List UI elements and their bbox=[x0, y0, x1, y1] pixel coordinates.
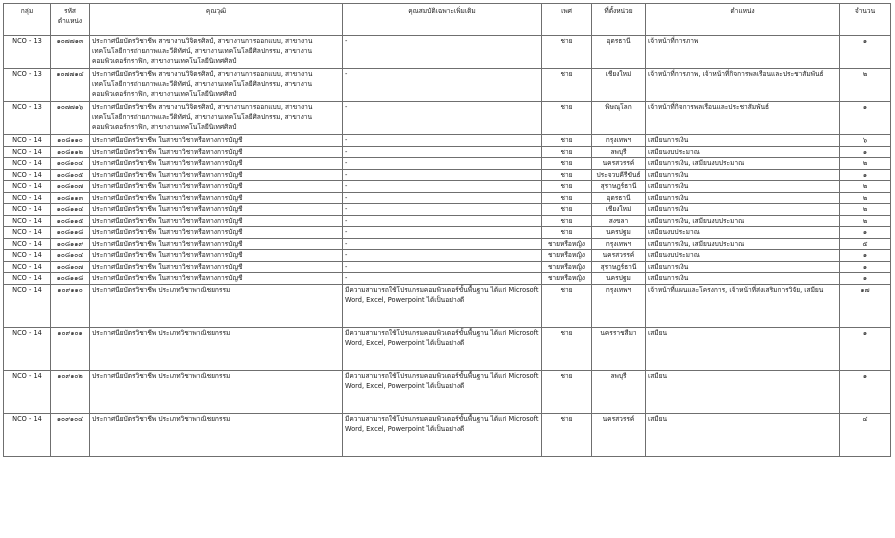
header-sex: เพศ bbox=[542, 4, 592, 36]
cell-location: ประจวบคีรีขันธ์ bbox=[592, 169, 646, 181]
cell-count: ๑ bbox=[840, 169, 891, 181]
cell-sex: ชาย bbox=[542, 146, 592, 158]
cell-count: ๒ bbox=[840, 158, 891, 170]
header-extra-qualification: คุณสมบัติเฉพาะเพิ่มเติม bbox=[343, 4, 542, 36]
table-row bbox=[4, 181, 891, 193]
cell-position-code: ๑๐๙๑๐๒ bbox=[51, 370, 90, 413]
cell-position: เจ้าหน้าที่แผนและโครงการ, เจ้าหน้าที่ส่งเสริมการวิจัย, เสมียน bbox=[646, 284, 840, 327]
cell-location: กรุงเทพฯ bbox=[592, 135, 646, 147]
cell-extra-qualification: - bbox=[343, 215, 542, 227]
cell-location: นครราชสีมา bbox=[592, 327, 646, 370]
cell-position-code: ๑๐๘๑๑๘ bbox=[51, 227, 90, 239]
cell-count: ๑ bbox=[840, 273, 891, 285]
cell-sex: ชาย bbox=[542, 135, 592, 147]
table-row bbox=[4, 238, 891, 250]
table-row bbox=[4, 327, 891, 370]
cell-extra-qualification: - bbox=[343, 146, 542, 158]
cell-location: อุดรธานี bbox=[592, 36, 646, 69]
cell-sex: ชาย bbox=[542, 215, 592, 227]
cell-position-code: ๑๐๘๑๐๔ bbox=[51, 158, 90, 170]
cell-position-code: ๑๐๘๑๑๘ bbox=[51, 273, 90, 285]
cell-group: NCO - 13 bbox=[4, 36, 51, 69]
cell-count: ๒ bbox=[840, 204, 891, 216]
header-location: ที่ตั้งหน่วย bbox=[592, 4, 646, 36]
cell-location: เชียงใหม่ bbox=[592, 69, 646, 102]
cell-location: นครปฐม bbox=[592, 273, 646, 285]
cell-count: ๒ bbox=[840, 69, 891, 102]
cell-extra-qualification: - bbox=[343, 181, 542, 193]
cell-location: ลพบุรี bbox=[592, 146, 646, 158]
table-row bbox=[4, 370, 891, 413]
cell-location: เชียงใหม่ bbox=[592, 204, 646, 216]
cell-position: เสมียนการเงิน bbox=[646, 135, 840, 147]
cell-position-code: ๑๐๘๑๑๐ bbox=[51, 135, 90, 147]
cell-count: ๑ bbox=[840, 250, 891, 262]
header-count: จำนวน bbox=[840, 4, 891, 36]
cell-count: ๖ bbox=[840, 135, 891, 147]
cell-position-code: ๑๐๘๑๑๙ bbox=[51, 238, 90, 250]
cell-count: ๔ bbox=[840, 413, 891, 456]
cell-qualification: ประกาศนียบัตรวิชาชีพ สาขางานวิจิตรศิลป์, สาขางานการออกแบบ, สาขางานเทคโนโลยีการถ่ายภาพและวีดิทัศน์, สาขางานเทคโนโลยีศิลปกรรม, สาขางานคอมพิวเตอร์กราฟิก, สาขางานเทคโนโลยีนิเทศศิลป์ bbox=[90, 102, 343, 135]
cell-group: NCO - 14 bbox=[4, 284, 51, 327]
table-row bbox=[4, 273, 891, 285]
cell-group: NCO - 14 bbox=[4, 135, 51, 147]
cell-location: กรุงเทพฯ bbox=[592, 238, 646, 250]
document bbox=[3, 3, 891, 457]
cell-extra-qualification: มีความสามารถใช้โปรแกรมคอมพิวเตอร์ขั้นพื้นฐาน ได้แก่ Microsoft Word, Excel, Powerpoint ได้เป็นอย่างดี bbox=[343, 284, 542, 327]
table-row bbox=[4, 69, 891, 102]
cell-sex: ชาย bbox=[542, 227, 592, 239]
table-row bbox=[4, 169, 891, 181]
cell-location: นครสวรรค์ bbox=[592, 413, 646, 456]
header-position-code: รหัสตำแหน่ง bbox=[51, 4, 90, 36]
cell-qualification: ประกาศนียบัตรวิชาชีพ ในสาขาวิชาหรือทางการบัญชี bbox=[90, 158, 343, 170]
cell-count: ๑ bbox=[840, 102, 891, 135]
cell-location: สงขลา bbox=[592, 215, 646, 227]
cell-qualification: ประกาศนียบัตรวิชาชีพ ในสาขาวิชาหรือทางการบัญชี bbox=[90, 181, 343, 193]
header-position: ตำแหน่ง bbox=[646, 4, 840, 36]
cell-position: เสมียนการเงิน bbox=[646, 273, 840, 285]
cell-extra-qualification: - bbox=[343, 273, 542, 285]
cell-extra-qualification: - bbox=[343, 192, 542, 204]
cell-location: อุดรธานี bbox=[592, 192, 646, 204]
cell-group: NCO - 14 bbox=[4, 273, 51, 285]
table-row bbox=[4, 192, 891, 204]
cell-sex: ชาย bbox=[542, 192, 592, 204]
cell-qualification: ประกาศนียบัตรวิชาชีพ ในสาขาวิชาหรือทางการบัญชี bbox=[90, 227, 343, 239]
cell-sex: ชาย bbox=[542, 158, 592, 170]
table-row bbox=[4, 261, 891, 273]
cell-group: NCO - 14 bbox=[4, 238, 51, 250]
cell-group: NCO - 14 bbox=[4, 215, 51, 227]
cell-group: NCO - 13 bbox=[4, 102, 51, 135]
cell-count: ๒ bbox=[840, 181, 891, 193]
table-row bbox=[4, 284, 891, 327]
cell-sex: ชายหรือหญิง bbox=[542, 250, 592, 262]
cell-count: ๑๗ bbox=[840, 284, 891, 327]
cell-extra-qualification: - bbox=[343, 135, 542, 147]
cell-group: NCO - 14 bbox=[4, 250, 51, 262]
table-row bbox=[4, 135, 891, 147]
cell-sex: ชายหรือหญิง bbox=[542, 261, 592, 273]
cell-position-code: ๑๐๗๗๑๓ bbox=[51, 36, 90, 69]
cell-sex: ชายหรือหญิง bbox=[542, 273, 592, 285]
cell-group: NCO - 14 bbox=[4, 327, 51, 370]
cell-qualification: ประกาศนียบัตรวิชาชีพ ในสาขาวิชาหรือทางการบัญชี bbox=[90, 238, 343, 250]
cell-extra-qualification: - bbox=[343, 158, 542, 170]
cell-group: NCO - 14 bbox=[4, 370, 51, 413]
cell-group: NCO - 13 bbox=[4, 69, 51, 102]
cell-extra-qualification: - bbox=[343, 227, 542, 239]
cell-qualification: ประกาศนียบัตรวิชาชีพ สาขางานวิจิตรศิลป์, สาขางานการออกแบบ, สาขางานเทคโนโลยีการถ่ายภาพและวีดิทัศน์, สาขางานเทคโนโลยีศิลปกรรม, สาขางานคอมพิวเตอร์กราฟิก, สาขางานเทคโนโลยีนิเทศศิลป์ bbox=[90, 36, 343, 69]
cell-qualification: ประกาศนียบัตรวิชาชีพ ในสาขาวิชาหรือทางการบัญชี bbox=[90, 250, 343, 262]
cell-sex: ชาย bbox=[542, 204, 592, 216]
cell-position: เสมียนการเงิน bbox=[646, 261, 840, 273]
recruitment-table bbox=[3, 3, 891, 457]
cell-count: ๕ bbox=[840, 238, 891, 250]
cell-group: NCO - 14 bbox=[4, 146, 51, 158]
cell-count: ๑ bbox=[840, 227, 891, 239]
table-row bbox=[4, 215, 891, 227]
table-row bbox=[4, 102, 891, 135]
cell-sex: ชาย bbox=[542, 284, 592, 327]
cell-position: เสมียนการเงิน bbox=[646, 204, 840, 216]
cell-location: นครปฐม bbox=[592, 227, 646, 239]
cell-extra-qualification: - bbox=[343, 36, 542, 69]
cell-group: NCO - 14 bbox=[4, 169, 51, 181]
cell-group: NCO - 14 bbox=[4, 261, 51, 273]
cell-position: เสมียน bbox=[646, 327, 840, 370]
cell-position-code: ๑๐๘๑๑๒ bbox=[51, 146, 90, 158]
cell-extra-qualification: - bbox=[343, 261, 542, 273]
cell-position: เสมียนการเงิน, เสมียนงบประมาณ bbox=[646, 158, 840, 170]
cell-position-code: ๑๐๘๑๐๗ bbox=[51, 181, 90, 193]
cell-count: ๑ bbox=[840, 370, 891, 413]
table-row bbox=[4, 250, 891, 262]
table-body bbox=[4, 36, 891, 457]
cell-extra-qualification: มีความสามารถใช้โปรแกรมคอมพิวเตอร์ขั้นพื้นฐาน ได้แก่ Microsoft Word, Excel, Powerpoint ได้เป็นอย่างดี bbox=[343, 370, 542, 413]
cell-extra-qualification: - bbox=[343, 250, 542, 262]
cell-group: NCO - 14 bbox=[4, 204, 51, 216]
cell-position-code: ๑๐๘๑๐๔ bbox=[51, 250, 90, 262]
cell-location: นครสวรรค์ bbox=[592, 250, 646, 262]
cell-qualification: ประกาศนียบัตรวิชาชีพ ในสาขาวิชาหรือทางการบัญชี bbox=[90, 204, 343, 216]
cell-qualification: ประกาศนียบัตรวิชาชีพ ประเภทวิชาพาณิชยกรรม bbox=[90, 370, 343, 413]
cell-position: เจ้าหน้าที่การภาพ bbox=[646, 36, 840, 69]
cell-position-code: ๑๐๘๑๑๔ bbox=[51, 204, 90, 216]
cell-extra-qualification: มีความสามารถใช้โปรแกรมคอมพิวเตอร์ขั้นพื้นฐาน ได้แก่ Microsoft Word, Excel, Powerpoint ได้เป็นอย่างดี bbox=[343, 413, 542, 456]
cell-count: ๒ bbox=[840, 215, 891, 227]
table-row bbox=[4, 413, 891, 456]
cell-position: เสมียนการเงิน bbox=[646, 181, 840, 193]
header-qualification: คุณวุฒิ bbox=[90, 4, 343, 36]
cell-position: เสมียน bbox=[646, 370, 840, 413]
cell-group: NCO - 14 bbox=[4, 227, 51, 239]
cell-qualification: ประกาศนียบัตรวิชาชีพ ประเภทวิชาพาณิชยกรรม bbox=[90, 413, 343, 456]
cell-position: เสมียนงบประมาณ bbox=[646, 146, 840, 158]
cell-qualification: ประกาศนียบัตรวิชาชีพ ในสาขาวิชาหรือทางการบัญชี bbox=[90, 169, 343, 181]
cell-position: เสมียนการเงิน bbox=[646, 192, 840, 204]
cell-location: สุราษฎร์ธานี bbox=[592, 181, 646, 193]
cell-sex: ชาย bbox=[542, 327, 592, 370]
cell-extra-qualification: - bbox=[343, 169, 542, 181]
cell-position-code: ๑๐๙๑๐๑ bbox=[51, 327, 90, 370]
cell-sex: ชาย bbox=[542, 102, 592, 135]
cell-position-code: ๑๐๘๑๑๓ bbox=[51, 192, 90, 204]
cell-position: เสมียนงบประมาณ bbox=[646, 227, 840, 239]
cell-sex: ชาย bbox=[542, 169, 592, 181]
cell-qualification: ประกาศนียบัตรวิชาชีพ ในสาขาวิชาหรือทางการบัญชี bbox=[90, 135, 343, 147]
header-row bbox=[4, 4, 891, 36]
cell-location: นครสวรรค์ bbox=[592, 158, 646, 170]
cell-extra-qualification: มีความสามารถใช้โปรแกรมคอมพิวเตอร์ขั้นพื้นฐาน ได้แก่ Microsoft Word, Excel, Powerpoint ได้เป็นอย่างดี bbox=[343, 327, 542, 370]
cell-count: ๒ bbox=[840, 192, 891, 204]
table-row bbox=[4, 204, 891, 216]
cell-position-code: ๑๐๘๑๑๕ bbox=[51, 215, 90, 227]
cell-sex: ชาย bbox=[542, 181, 592, 193]
cell-position-code: ๑๐๗๗๑๖ bbox=[51, 102, 90, 135]
cell-location: พิษณุโลก bbox=[592, 102, 646, 135]
cell-position: เจ้าหน้าที่กิจการพลเรือนและประชาสัมพันธ์ bbox=[646, 102, 840, 135]
cell-qualification: ประกาศนียบัตรวิชาชีพ ในสาขาวิชาหรือทางการบัญชี bbox=[90, 273, 343, 285]
cell-qualification: ประกาศนียบัตรวิชาชีพ ประเภทวิชาพาณิชยกรรม bbox=[90, 284, 343, 327]
cell-qualification: ประกาศนียบัตรวิชาชีพ ในสาขาวิชาหรือทางการบัญชี bbox=[90, 261, 343, 273]
cell-position-code: ๑๐๘๑๐๗ bbox=[51, 261, 90, 273]
cell-position: เสมียนการเงิน, เสมียนงบประมาณ bbox=[646, 238, 840, 250]
cell-sex: ชาย bbox=[542, 413, 592, 456]
cell-group: NCO - 14 bbox=[4, 192, 51, 204]
cell-position: เสมียนงบประมาณ bbox=[646, 250, 840, 262]
cell-count: ๑ bbox=[840, 261, 891, 273]
table-row bbox=[4, 158, 891, 170]
cell-sex: ชาย bbox=[542, 370, 592, 413]
cell-group: NCO - 14 bbox=[4, 158, 51, 170]
cell-location: กรุงเทพฯ bbox=[592, 284, 646, 327]
cell-qualification: ประกาศนียบัตรวิชาชีพ ประเภทวิชาพาณิชยกรรม bbox=[90, 327, 343, 370]
cell-position: เสมียน bbox=[646, 413, 840, 456]
cell-position-code: ๑๐๙๑๑๐ bbox=[51, 284, 90, 327]
table-row bbox=[4, 227, 891, 239]
cell-position-code: ๑๐๗๗๑๔ bbox=[51, 69, 90, 102]
cell-position: เสมียนการเงิน, เสมียนงบประมาณ bbox=[646, 215, 840, 227]
table-row bbox=[4, 146, 891, 158]
cell-extra-qualification: - bbox=[343, 238, 542, 250]
cell-group: NCO - 14 bbox=[4, 413, 51, 456]
cell-position-code: ๑๐๙๑๐๔ bbox=[51, 413, 90, 456]
cell-sex: ชาย bbox=[542, 36, 592, 69]
cell-qualification: ประกาศนียบัตรวิชาชีพ ในสาขาวิชาหรือทางการบัญชี bbox=[90, 215, 343, 227]
cell-position: เจ้าหน้าที่การภาพ, เจ้าหน้าที่กิจการพลเรือนและประชาสัมพันธ์ bbox=[646, 69, 840, 102]
cell-count: ๑ bbox=[840, 36, 891, 69]
cell-qualification: ประกาศนียบัตรวิชาชีพ ในสาขาวิชาหรือทางการบัญชี bbox=[90, 192, 343, 204]
cell-extra-qualification: - bbox=[343, 204, 542, 216]
cell-position: เสมียนการเงิน bbox=[646, 169, 840, 181]
cell-qualification: ประกาศนียบัตรวิชาชีพ ในสาขาวิชาหรือทางการบัญชี bbox=[90, 146, 343, 158]
cell-count: ๑ bbox=[840, 327, 891, 370]
cell-group: NCO - 14 bbox=[4, 181, 51, 193]
cell-position-code: ๑๐๘๑๐๕ bbox=[51, 169, 90, 181]
cell-extra-qualification: - bbox=[343, 102, 542, 135]
cell-sex: ชายหรือหญิง bbox=[542, 238, 592, 250]
cell-count: ๑ bbox=[840, 146, 891, 158]
cell-location: ลพบุรี bbox=[592, 370, 646, 413]
cell-location: สุราษฎร์ธานี bbox=[592, 261, 646, 273]
table-row bbox=[4, 36, 891, 69]
cell-extra-qualification: - bbox=[343, 69, 542, 102]
cell-sex: ชาย bbox=[542, 69, 592, 102]
cell-qualification: ประกาศนียบัตรวิชาชีพ สาขางานวิจิตรศิลป์, สาขางานการออกแบบ, สาขางานเทคโนโลยีการถ่ายภาพและวีดิทัศน์, สาขางานเทคโนโลยีศิลปกรรม, สาขางานคอมพิวเตอร์กราฟิก, สาขางานเทคโนโลยีนิเทศศิลป์ bbox=[90, 69, 343, 102]
header-group: กลุ่ม bbox=[4, 4, 51, 36]
